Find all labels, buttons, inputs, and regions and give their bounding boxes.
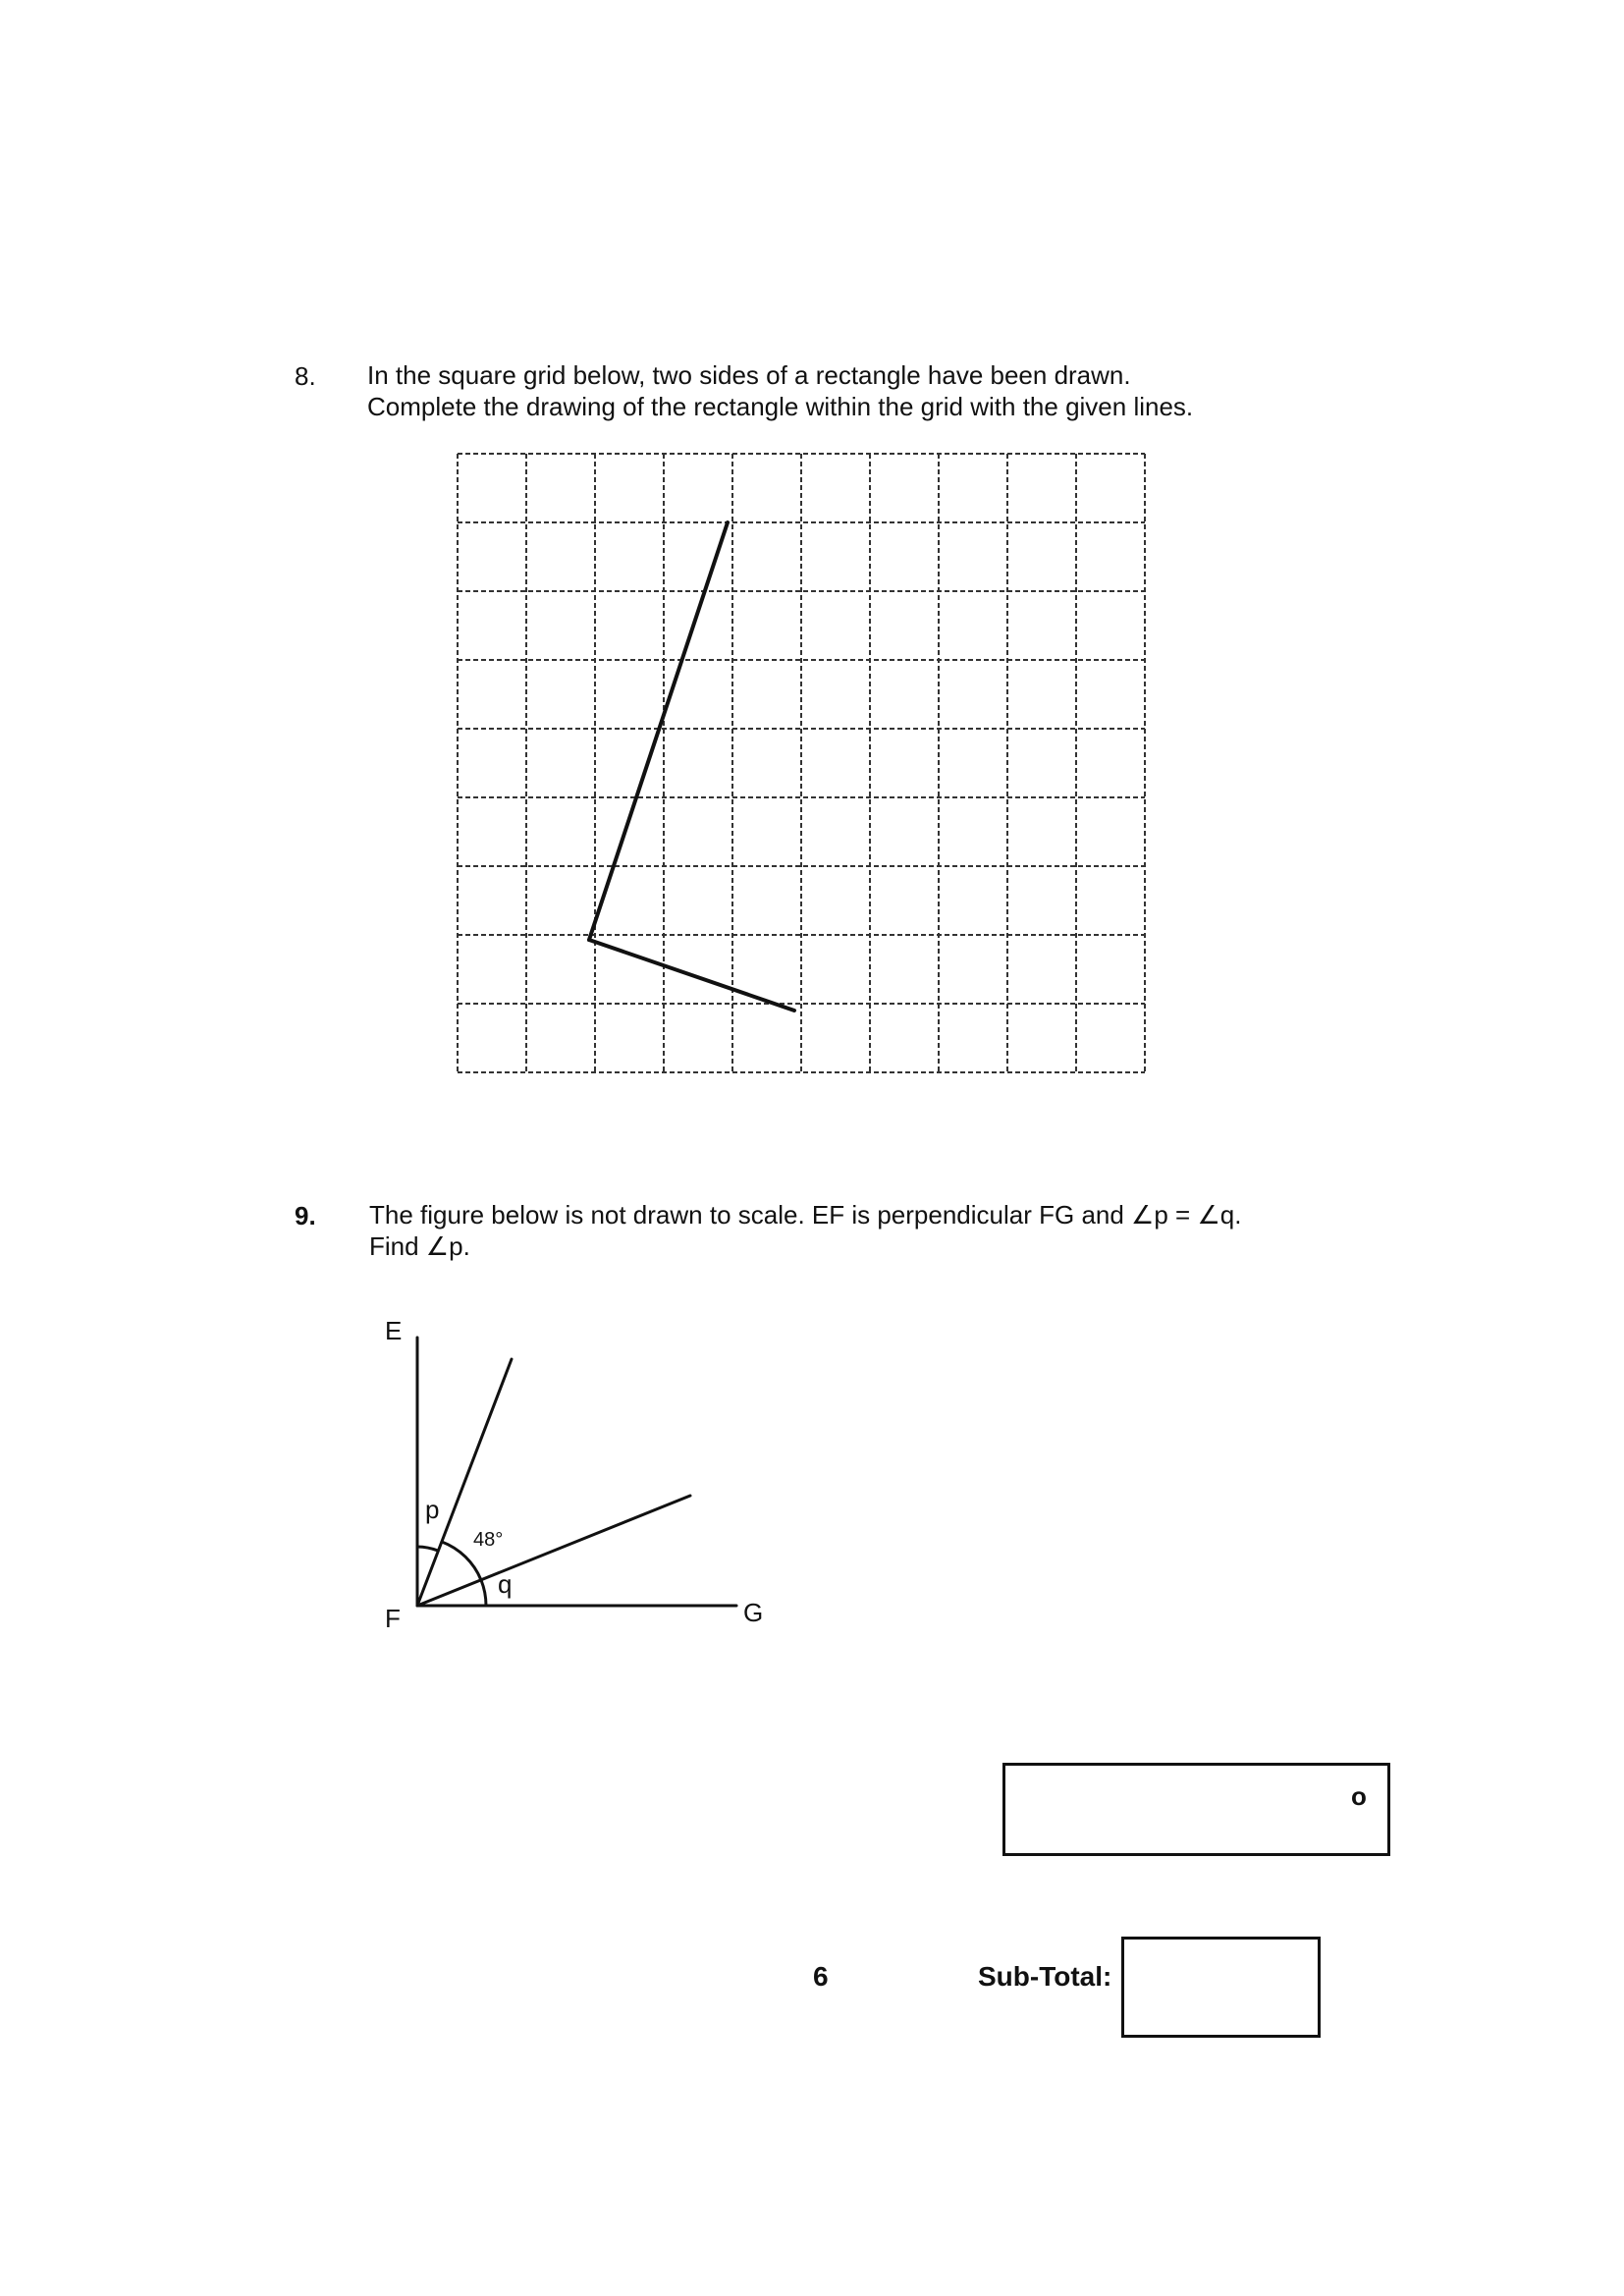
question-8-line-1: In the square grid below, two sides of a rectangle have been drawn. (367, 360, 1131, 390)
subtotal-label: Sub-Total: (978, 1961, 1112, 1992)
subtotal-box[interactable] (1121, 1937, 1321, 2038)
label-48-degrees: 48° (473, 1529, 504, 1551)
question-8-number: 8. (295, 361, 316, 391)
rectangle-side-long (589, 522, 728, 940)
degree-unit: o (1351, 1781, 1367, 1811)
label-p: p (425, 1495, 440, 1524)
answer-box[interactable] (1002, 1763, 1390, 1856)
label-g: G (743, 1598, 764, 1627)
rectangle-given-sides (589, 522, 794, 1011)
arc-q (481, 1580, 486, 1606)
question-9-line-2: Find ∠p. (369, 1231, 470, 1261)
rectangle-side-short (589, 940, 794, 1011)
question-9-text (369, 1199, 1241, 1262)
question-9-number: 9. (295, 1201, 316, 1230)
label-f: F (385, 1604, 401, 1633)
angle-figure (417, 1338, 736, 1606)
label-e: E (385, 1316, 403, 1345)
question-8-line-2: Complete the drawing of the rectangle within the grid with the given lines. (367, 392, 1194, 421)
label-q: q (498, 1569, 513, 1599)
question-9-line-1: The figure below is not drawn to scale. EF is perpendicular FG and ∠p = ∠q. (369, 1200, 1242, 1230)
arc-p (417, 1547, 438, 1551)
page-number: 6 (813, 1961, 829, 1992)
square-grid (458, 454, 1145, 1072)
